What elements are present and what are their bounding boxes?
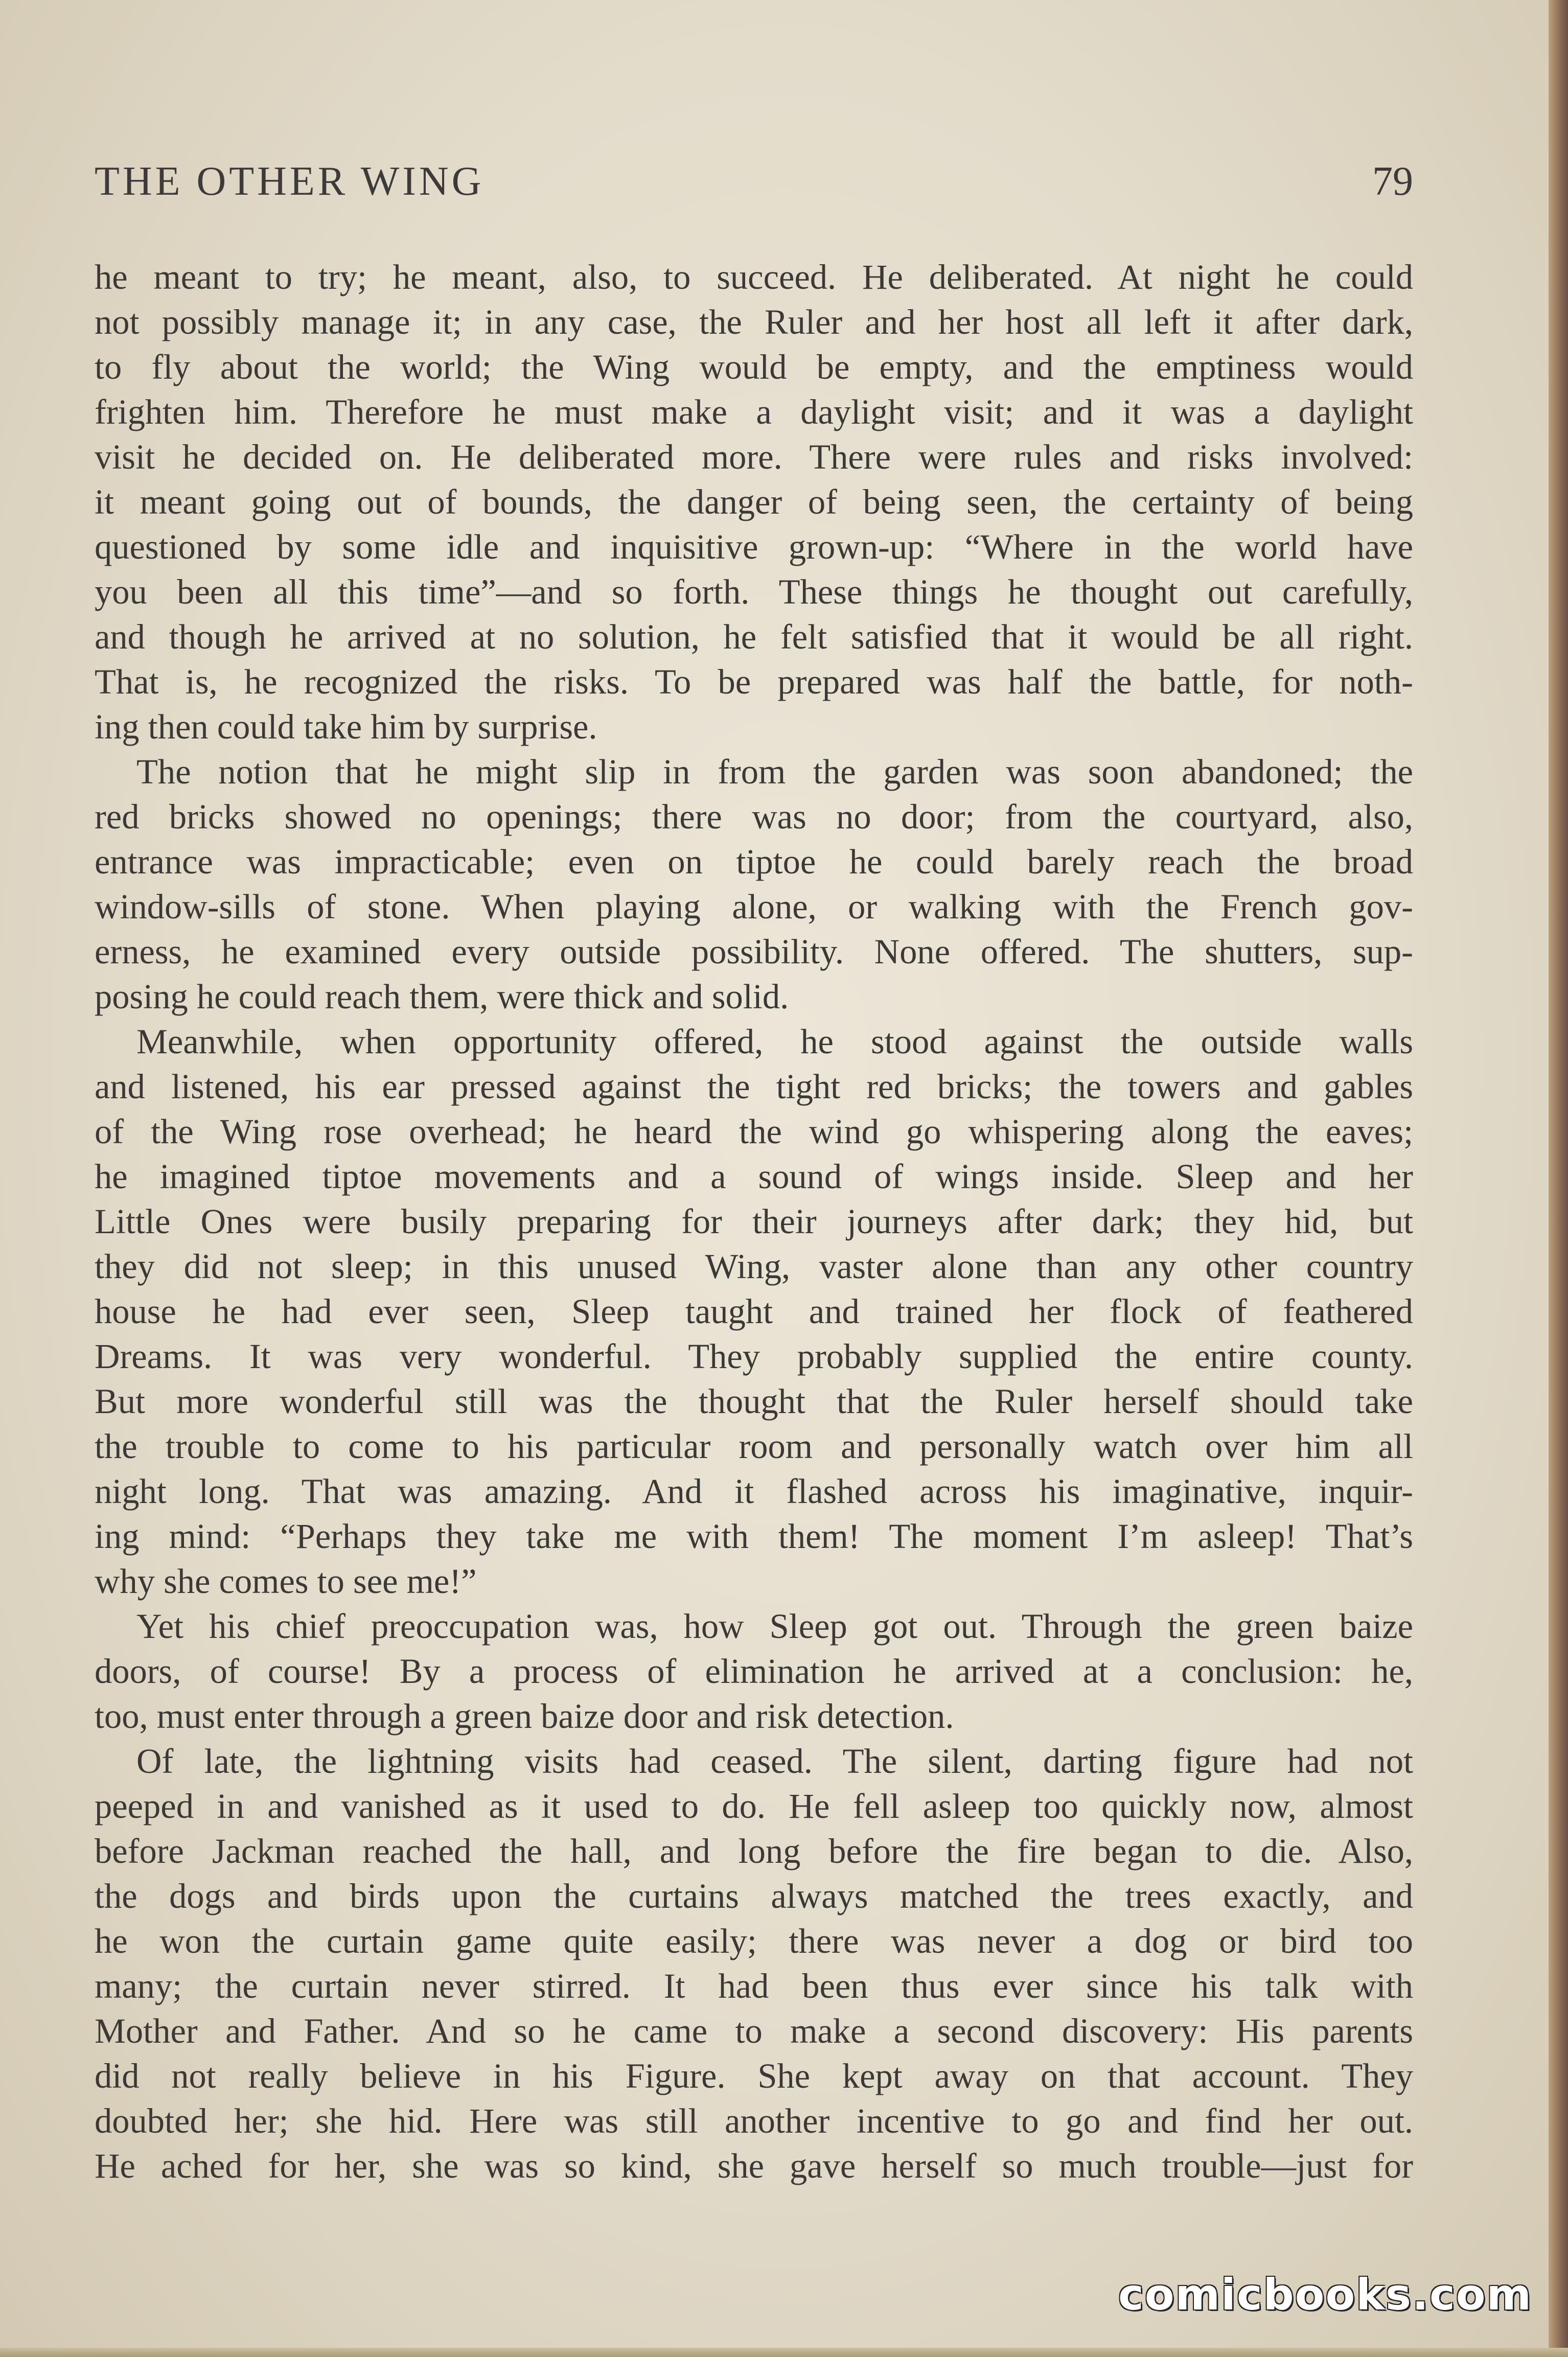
text-line: did not really believe in his Figure. She kept away on that account. They xyxy=(95,2056,1413,2095)
text-line: he imagined tiptoe movements and a sound of wings inside. Sleep and her xyxy=(95,1157,1413,1196)
text-line: doors, of course! By a process of elimination he arrived at a conclusion: he, xyxy=(95,1652,1413,1691)
text-line: before Jackman reached the hall, and long before the fire began to die. Also, xyxy=(95,1832,1413,1870)
text-line: ing then could take him by surprise. xyxy=(95,707,597,746)
text-line: of the Wing rose overhead; he heard the wind go whispering along the eaves; xyxy=(95,1112,1413,1151)
text-line: He ached for her, she was so kind, she gave herself so much trouble—just for xyxy=(95,2146,1413,2185)
text-line: frighten him. Therefore he must make a daylight visit; and it was a daylight xyxy=(95,392,1413,431)
paragraph xyxy=(95,255,1413,749)
paragraph xyxy=(95,749,1413,1019)
watermark-logo: comicbooks.com xyxy=(1118,2270,1532,2320)
text-line: Meanwhile, when opportunity offered, he stood against the outside walls xyxy=(136,1022,1413,1061)
text-line: you been all this time”—and so forth. These things he thought out carefully, xyxy=(95,572,1413,611)
running-head xyxy=(95,153,1413,210)
text-line: not possibly manage it; in any case, the Ruler and her host all left it after dark, xyxy=(95,303,1413,341)
text-line: to fly about the world; the Wing would be empty, and the emptiness would xyxy=(95,348,1413,386)
text-line: and though he arrived at no solution, he felt satisfied that it would be all right. xyxy=(95,617,1413,656)
text-line: visit he decided on. He deliberated more. There were rules and risks involved: xyxy=(95,437,1413,476)
page-edge-bottom xyxy=(0,2348,1568,2357)
text-line: they did not sleep; in this unused Wing, vaster alone than any other country xyxy=(95,1247,1413,1286)
text-line: why she comes to see me!” xyxy=(95,1562,477,1601)
text-line: posing he could reach them, were thick and solid. xyxy=(95,977,789,1016)
text-line: Mother and Father. And so he came to make a second discovery: His parents xyxy=(95,2012,1413,2050)
text-line: doubted her; she hid. Here was still another incentive to go and find her out. xyxy=(95,2101,1413,2140)
text-line: red bricks showed no openings; there was no door; from the courtyard, also, xyxy=(95,797,1413,836)
text-line: erness, he examined every outside possibility. None offered. The shutters, sup- xyxy=(95,932,1413,971)
text-line: window-sills of stone. When playing alone, or walking with the French gov- xyxy=(95,887,1413,926)
text-line: questioned by some idle and inquisitive grown-up: “Where in the world have xyxy=(95,527,1413,566)
text-line: and listened, his ear pressed against the tight red bricks; the towers and gables xyxy=(95,1067,1413,1106)
text-line: entrance was impracticable; even on tiptoe he could barely reach the broad xyxy=(95,842,1413,881)
paragraph xyxy=(95,1739,1413,2188)
text-line: Little Ones were busily preparing for their journeys after dark; they hid, but xyxy=(95,1202,1413,1241)
text-line: ing mind: “Perhaps they take me with them! The moment I’m asleep! That’s xyxy=(95,1517,1413,1556)
text-line: too, must enter through a green baize door and risk detection. xyxy=(95,1697,954,1736)
text-line: peeped in and vanished as it used to do. He fell asleep too quickly now, almost xyxy=(95,1787,1413,1825)
text-line: Of late, the lightning visits had ceased. The silent, darting figure had not xyxy=(136,1742,1413,1781)
paragraph xyxy=(95,1019,1413,1604)
text-line: he won the curtain game quite easily; there was never a dog or bird too xyxy=(95,1922,1413,1960)
text-line: night long. That was amazing. And it flashed across his imaginative, inquir- xyxy=(95,1472,1413,1511)
text-line: the dogs and birds upon the curtains always matched the trees exactly, and xyxy=(95,1877,1413,1915)
text-line: it meant going out of bounds, the danger of being seen, the certainty of being xyxy=(95,482,1413,521)
text-line: he meant to try; he meant, also, to succeed. He deliberated. At night he could xyxy=(95,258,1413,296)
text-line: The notion that he might slip in from the garden was soon abandoned; the xyxy=(136,752,1413,791)
text-line: many; the curtain never stirred. It had been thus ever since his talk with xyxy=(95,1967,1413,2005)
text-line: But more wonderful still was the thought that the Ruler herself should take xyxy=(95,1382,1413,1421)
text-line: house he had ever seen, Sleep taught and trained her flock of feathered xyxy=(95,1292,1413,1331)
text-line: Yet his chief preoccupation was, how Sleep got out. Through the green baize xyxy=(136,1607,1413,1646)
running-title: THE OTHER WING xyxy=(95,159,485,204)
page-number: 79 xyxy=(1372,159,1413,204)
body-text xyxy=(95,255,1413,2188)
paragraph xyxy=(95,1604,1413,1739)
text-line: the trouble to come to his particular room and personally watch over him all xyxy=(95,1427,1413,1466)
page-edge-right xyxy=(1549,0,1568,2357)
text-line: That is, he recognized the risks. To be prepared was half the battle, for noth- xyxy=(95,662,1413,701)
text-line: Dreams. It was very wonderful. They probably supplied the entire county. xyxy=(95,1337,1413,1376)
